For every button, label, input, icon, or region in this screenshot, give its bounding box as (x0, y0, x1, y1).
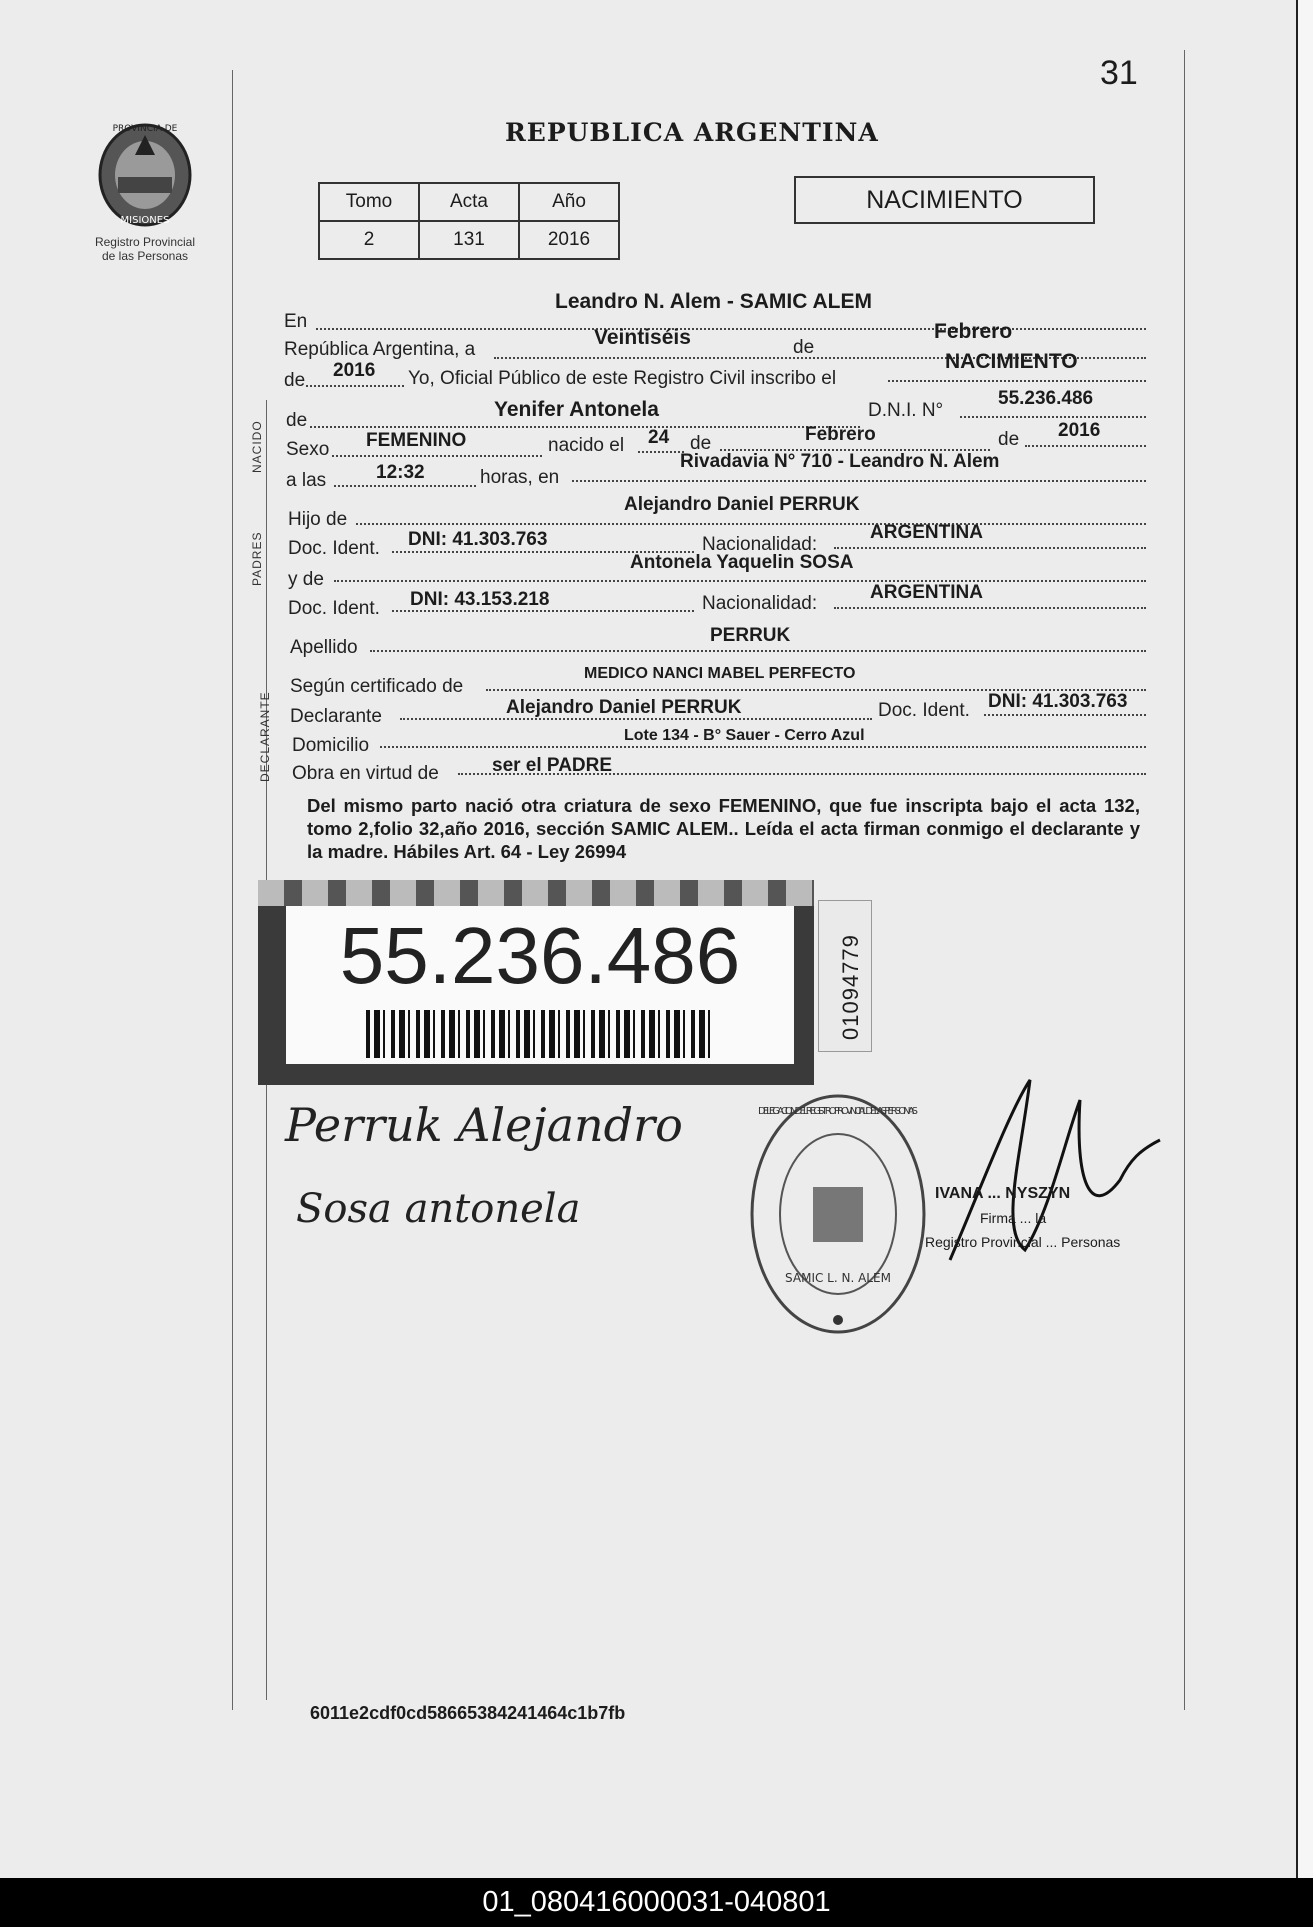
newborn-dni: 55.236.486 (998, 388, 1094, 409)
label-horas: horas, en (480, 467, 560, 488)
label-de-year: de (284, 370, 306, 391)
mother-name: Antonela Yaquelin SOSA (630, 552, 854, 573)
section-label-nacido: NACIDO (250, 420, 264, 473)
label-nacido-el: nacido el (548, 435, 625, 456)
sticker-number: 55.236.486 (339, 911, 741, 1000)
dotted-line (332, 455, 542, 457)
value-tomo: 2 (319, 221, 419, 259)
label-domicilio: Domicilio (292, 735, 370, 756)
birth-month: Febrero (805, 424, 876, 445)
label-doc-ident-3: Doc. Ident. (878, 700, 970, 721)
dotted-line (334, 580, 1146, 582)
year-value: 2016 (333, 360, 376, 381)
day-value: Veintiséis (594, 326, 691, 349)
page-number: 31 (1100, 54, 1138, 92)
svg-text:SAMIC L. N. ALEM: SAMIC L. N. ALEM (785, 1271, 891, 1285)
declarant-name: Alejandro Daniel PERRUK (506, 697, 742, 718)
barcode-icon (366, 1010, 716, 1058)
record-type-box: NACIMIENTO (794, 176, 1095, 224)
dotted-line (960, 416, 1146, 418)
dotted-line (984, 714, 1146, 716)
value-ano: 2016 (519, 221, 619, 259)
official-name: IVANA ... NYSZYN (935, 1185, 1071, 1202)
father-name: Alejandro Daniel PERRUK (624, 494, 860, 515)
dotted-line (334, 485, 476, 487)
label-de-month: de (690, 433, 712, 454)
dni-sticker (258, 880, 814, 1085)
inscribo-value: NACIMIENTO (945, 350, 1078, 373)
father-doc: DNI: 41.303.763 (408, 529, 548, 550)
signature-mother: Sosa antonela (296, 1186, 581, 1232)
left-margin-line (232, 70, 233, 1710)
footer-code: 01_080416000031-040801 (0, 1878, 1313, 1927)
label-a-las: a las (286, 470, 327, 491)
label-en: En (284, 311, 308, 332)
obra-value: ser el PADRE (492, 755, 613, 776)
apellido-value: PERRUK (710, 625, 791, 646)
newborn-name: Yenifer Antonela (494, 398, 659, 421)
official-stamp-icon (748, 1092, 928, 1342)
dotted-line (380, 746, 1146, 748)
section-label-padres: PADRES (250, 531, 264, 586)
birth-year: 2016 (1058, 420, 1101, 441)
crest-label-2: de las Personas (101, 249, 189, 263)
page-edge (1296, 0, 1313, 1878)
dotted-line (638, 451, 684, 453)
label-y-de: y de (288, 569, 324, 590)
label-doc-ident: Doc. Ident. (288, 538, 380, 559)
dotted-line (572, 480, 1146, 482)
label-sexo: Sexo (286, 439, 330, 460)
dotted-line (370, 650, 1146, 652)
dotted-line (1025, 445, 1146, 447)
header-tomo: Tomo (319, 183, 419, 221)
official-title-1: Firma ... la (980, 1210, 1047, 1226)
month-value: Febrero (934, 320, 1013, 343)
label-de-year2: de (998, 429, 1020, 450)
svg-text:PROVINCIA DE: PROVINCIA DE (112, 124, 178, 134)
mother-nationality: ARGENTINA (870, 582, 983, 603)
document-title: REPUBLICA ARGENTINA (505, 118, 879, 147)
declarant-doc: DNI: 41.303.763 (988, 691, 1128, 712)
official-title-2: Registro Provincial ... Personas (925, 1234, 1121, 1250)
place-value: Leandro N. Alem - SAMIC ALEM (555, 290, 872, 313)
document-hash: 6011e2cdf0cd58665384241464c1b7fb (310, 1703, 626, 1723)
right-margin-line (1184, 50, 1185, 1710)
label-certificado: Según certificado de (290, 676, 464, 697)
cert-value: MEDICO NANCI MABEL PERFECTO (584, 665, 856, 682)
label-de-name: de (286, 410, 308, 431)
mother-doc: DNI: 43.153.218 (410, 589, 550, 610)
header-ano: Año (519, 183, 619, 221)
label-inscribo: Yo, Oficial Público de este Registro Civil inscribo el (408, 368, 837, 389)
domicilio-value: Lote 134 - B° Sauer - Cerro Azul (624, 727, 865, 744)
svg-text:DELEGACION DEL REGISTRO PROVIN: DELEGACION DEL REGISTRO PROVINCIAL DE LAS PERSONAS (758, 1106, 918, 1117)
svg-text:MISIONES: MISIONES (120, 215, 170, 226)
header-acta: Acta (419, 183, 519, 221)
dotted-line (310, 426, 860, 428)
label-nacionalidad: Nacionalidad: (702, 534, 818, 555)
label-dni: D.N.I. N° (868, 400, 944, 421)
label-apellido: Apellido (290, 637, 358, 658)
sexo-value: FEMENINO (366, 430, 467, 451)
observation-note: Del mismo parto nació otra criatura de sexo FEMENINO, que fue inscripta bajo el acta 132, tomo 2,folio 32,año 2016, sección SAMIC ALEM.. Leída el acta firman conmigo el declarante y la madre. Hábiles Art. 64 - Ley 26994 (307, 795, 1140, 862)
dotted-line (834, 547, 1146, 549)
crest-label-1: Registro Provincial (94, 235, 196, 249)
dotted-line (356, 523, 1146, 525)
sticker-serial: 01094779 (838, 934, 863, 1040)
birth-place: Rivadavia N° 710 - Leandro N. Alem (680, 451, 1000, 472)
label-nacionalidad-2: Nacionalidad: (702, 593, 818, 614)
dotted-line (306, 385, 404, 387)
section-label-declarante: DECLARANTE (258, 691, 272, 782)
value-acta: 131 (419, 221, 519, 259)
dotted-line (316, 328, 1146, 330)
province-crest (80, 115, 210, 263)
signature-father: Perruk Alejandro (285, 1098, 683, 1152)
dotted-line (888, 380, 1146, 382)
dotted-line (834, 607, 1146, 609)
label-declarante: Declarante (290, 706, 382, 727)
label-hijo-de: Hijo de (288, 509, 348, 530)
birth-day: 24 (648, 427, 670, 448)
label-de: de (793, 337, 815, 358)
father-nationality: ARGENTINA (870, 522, 983, 543)
registry-table (318, 182, 620, 260)
label-republica: República Argentina, a (284, 339, 476, 360)
label-obra: Obra en virtud de (292, 763, 439, 784)
sticker-label (286, 906, 794, 1064)
crest-emblem-icon (90, 115, 200, 230)
birth-time: 12:32 (376, 462, 425, 483)
label-doc-ident-2: Doc. Ident. (288, 598, 380, 619)
sticker-band (258, 880, 814, 906)
